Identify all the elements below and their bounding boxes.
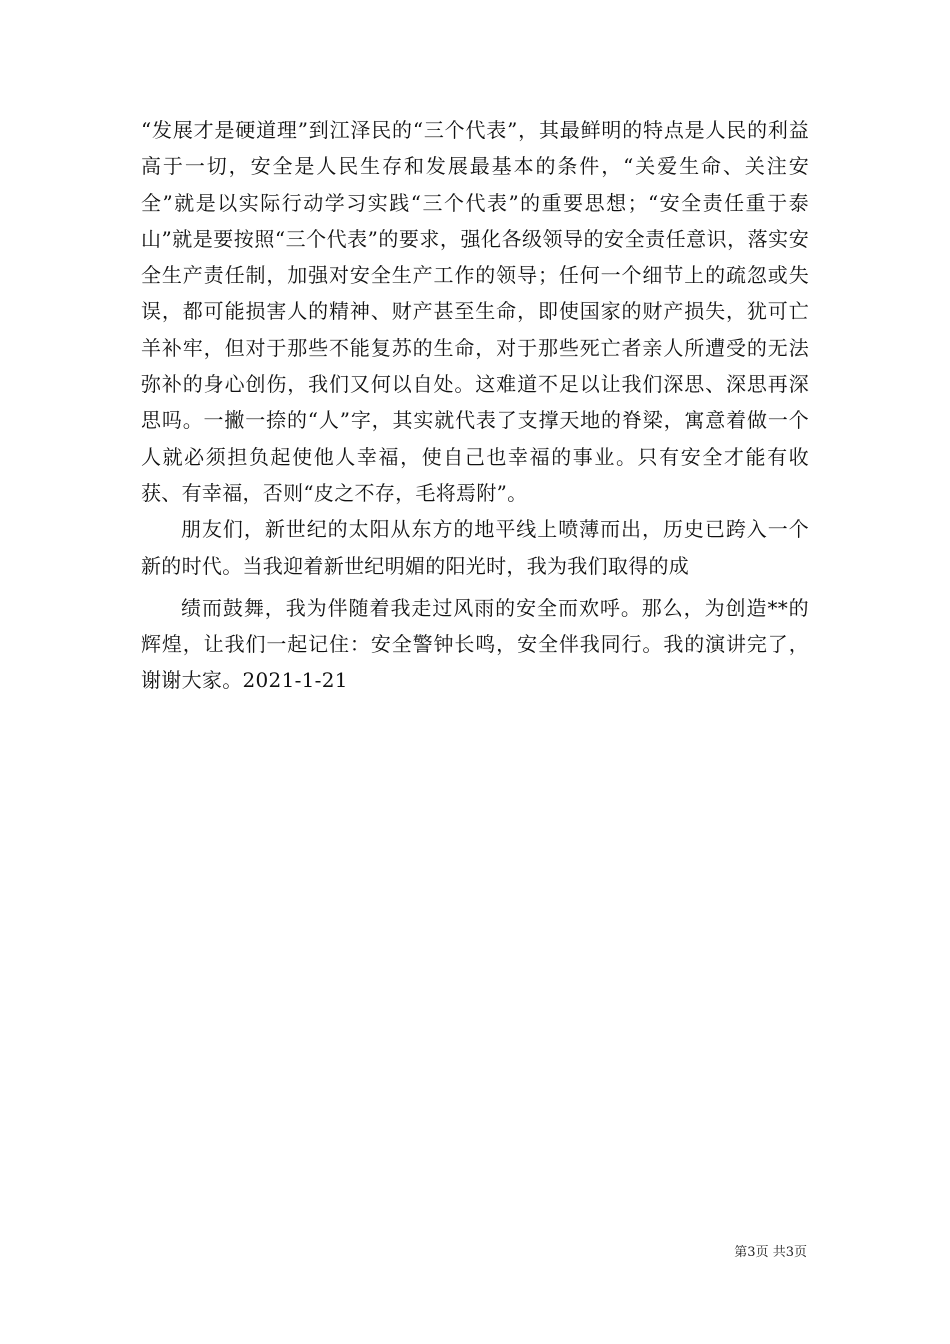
current-page-number: 3 (747, 1245, 756, 1260)
paragraph-2: 朋友们，新世纪的太阳从东方的地平线上喷薄而出，历史已跨入一个新的时代。当我迎着新世纪明媚的阳光时，我为我们取得的成 (141, 517, 809, 578)
paragraph-3: 绩而鼓舞，我为伴随着我走过风雨的安全而欢呼。那么，为创造**的辉煌，让我们一起记住：安全警钟长鸣，安全伴我同行。我的演讲完了，谢谢大家。2021-1-21 (141, 595, 809, 693)
paragraph-1: “发展才是硬道理”到江泽民的“三个代表”，其最鲜明的特点是人民的利益高于一切，安全是人民生存和发展最基本的条件，“关爱生命、关注安全”就是以实际行动学习实践“三个代表”的重要思想；“安全责任重于泰山”就是要按照“三个代表”的要求，强化各级领导的安全责任意识，落实安全生产责任制，加强对安全生产工作的领导；任何一个细节上的疏忽或失误，都可能损害人的精神、财产甚至生命，即使国家的财产损失，犹可亡羊补牢，但对于那些不能复苏的生命，对于那些死亡者亲人所遭受的无法弥补的身心创伤，我们又何以自处。这难道不足以让我们深思、深思再深思吗。一撇一捺的“人”字，其实就代表了支撑天地的脊梁，寓意着做一个人就必须担负起使他人幸福，使自己也幸福的事业。只有安全才能有收获、有幸福，否则“皮之不存，毛将焉附”。 (141, 118, 809, 505)
document-body (141, 112, 809, 699)
total-pages-number: 3 (785, 1245, 794, 1260)
page-footer (734, 1245, 807, 1261)
page-label-middle: 页 共 (755, 1245, 786, 1260)
page-label-prefix: 第 (734, 1245, 748, 1260)
page-label-suffix: 页 (793, 1245, 807, 1260)
